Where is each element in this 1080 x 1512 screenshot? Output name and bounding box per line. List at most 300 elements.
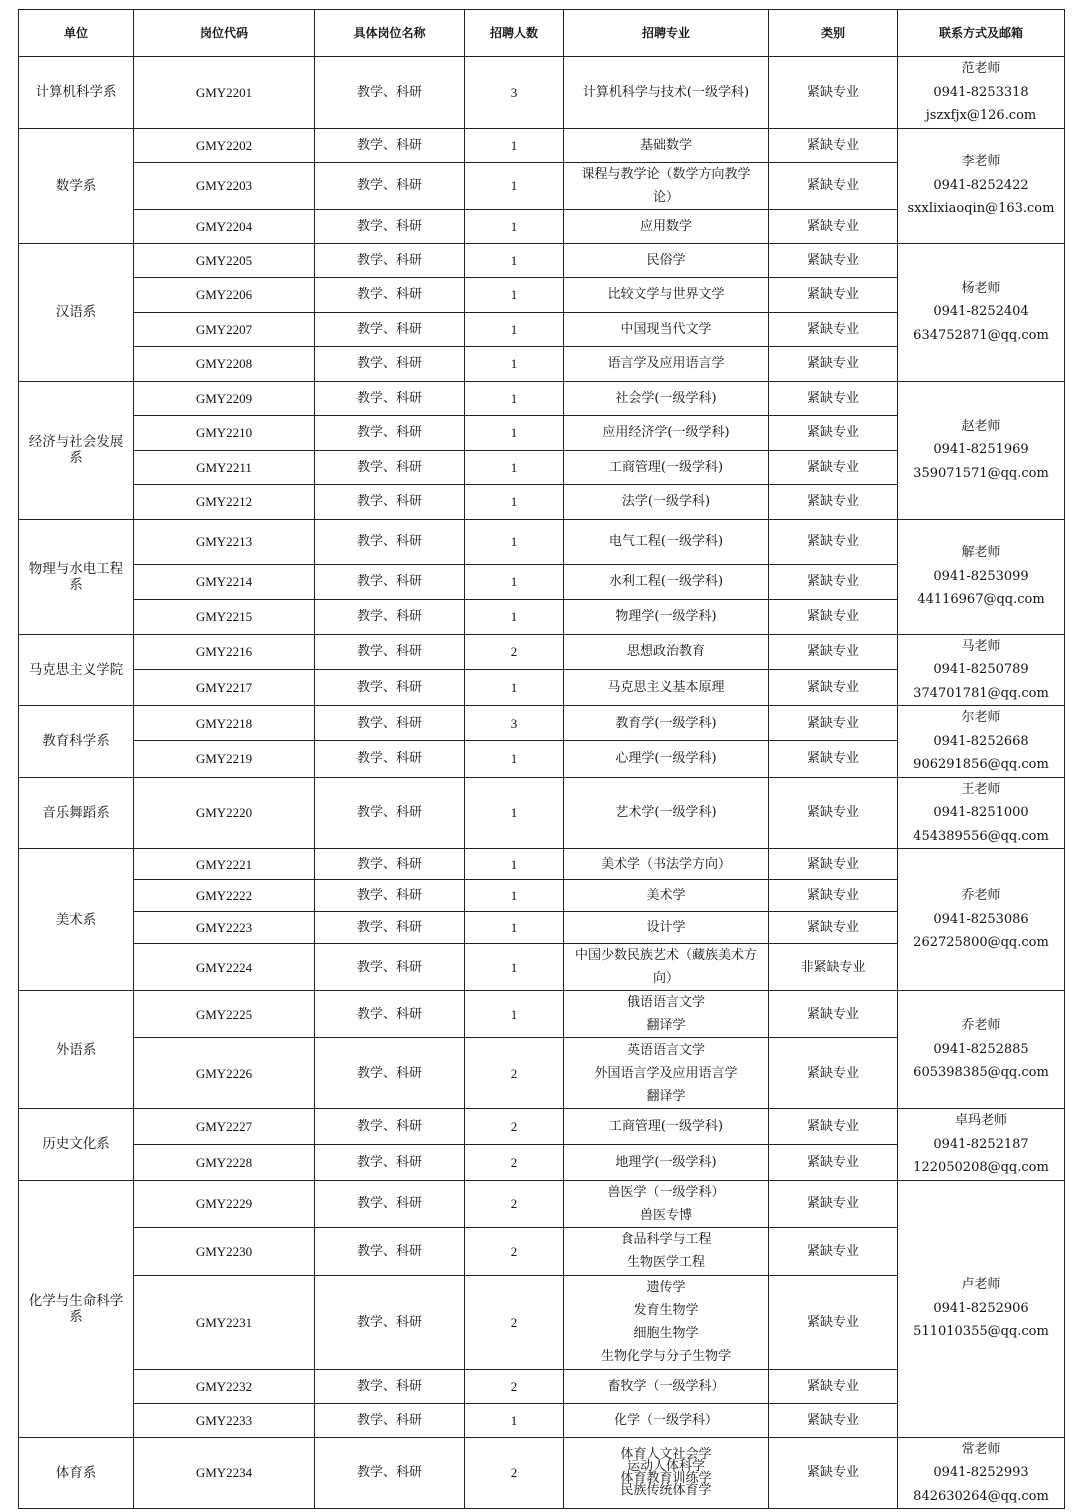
major-name: 中国现当代文学 — [620, 321, 712, 337]
post-cell: 教学、科研 — [315, 450, 465, 484]
major-cell — [564, 944, 769, 991]
count-cell: 1 — [465, 777, 564, 849]
type-cell: 紧缺专业 — [769, 1437, 898, 1509]
unit-name: 音乐舞蹈系 — [42, 804, 110, 821]
type-cell: 紧缺专业 — [769, 484, 898, 519]
unit-cell — [19, 777, 134, 849]
code-cell: GMY2226 — [134, 1038, 315, 1109]
contact-line: 0941-8252668 — [933, 733, 1029, 749]
type-cell: 紧缺专业 — [769, 277, 898, 312]
major-name: 生物化学与分子生物学 — [600, 1349, 731, 1364]
unit-name: 系 — [69, 576, 83, 593]
unit-name: 美术系 — [55, 911, 97, 928]
type-cell: 紧缺专业 — [769, 634, 898, 669]
contact-line: 906291856@qq.com — [913, 757, 1049, 772]
major-name: 设计学 — [646, 920, 686, 935]
unit-name: 经济与社会发展 — [28, 434, 124, 450]
type-cell: 紧缺专业 — [769, 1180, 898, 1227]
table-row — [19, 381, 1065, 415]
major-cell — [564, 1180, 769, 1227]
contact-cell — [898, 777, 1065, 849]
contact-cell — [898, 1180, 1065, 1437]
major-cell — [564, 1144, 769, 1180]
post-cell: 教学、科研 — [315, 57, 465, 129]
recruitment-table-container — [18, 9, 1064, 1509]
post-cell: 教学、科研 — [315, 209, 465, 243]
table-row — [19, 849, 1065, 880]
header-code: 岗位代码 — [134, 10, 315, 57]
count-cell: 1 — [465, 880, 564, 912]
count-cell: 3 — [465, 706, 564, 741]
post-cell: 教学、科研 — [315, 669, 465, 705]
contact-line: 0941-8252187 — [933, 1136, 1029, 1152]
major-cell — [564, 1109, 769, 1145]
code-cell: GMY2206 — [134, 277, 315, 312]
contact-line: 0941-8253099 — [933, 568, 1029, 584]
contact-cell — [898, 849, 1065, 991]
major-name: 民族传统体育学 — [620, 1482, 712, 1498]
count-cell: 1 — [465, 415, 564, 450]
contact-line: 李老师 — [961, 154, 1001, 170]
table-row — [19, 991, 1065, 1038]
type-cell: 紧缺专业 — [769, 209, 898, 243]
code-cell: GMY2232 — [134, 1369, 315, 1403]
major-cell — [564, 741, 769, 777]
major-name: 工商管理(一级学科) — [608, 1118, 724, 1134]
code-cell: GMY2213 — [134, 519, 315, 564]
post-cell: 教学、科研 — [315, 1275, 465, 1369]
major-name: 民俗学 — [646, 252, 686, 268]
major-cell — [564, 564, 769, 599]
recruitment-table — [18, 9, 1065, 1509]
contact-line: 374701781@qq.com — [913, 685, 1049, 701]
code-cell: GMY2202 — [134, 128, 315, 162]
count-cell: 1 — [465, 346, 564, 381]
type-cell: 非紧缺专业 — [769, 944, 898, 991]
contact-line: 634752871@qq.com — [913, 327, 1049, 343]
major-name: 化学（一级学科） — [613, 1412, 718, 1428]
post-cell: 教学、科研 — [315, 519, 465, 564]
header-row — [19, 10, 1065, 57]
major-name: 遗传学 — [646, 1280, 686, 1295]
post-cell: 教学、科研 — [315, 741, 465, 777]
table-row — [19, 1437, 1065, 1509]
unit-cell — [19, 128, 134, 243]
unit-cell — [19, 849, 134, 991]
major-cell — [564, 1403, 769, 1437]
major-name: 社会学(一级学科) — [615, 390, 717, 406]
post-cell: 教学、科研 — [315, 415, 465, 450]
code-cell: GMY2204 — [134, 209, 315, 243]
unit-name: 化学与生命科学 — [28, 1292, 124, 1309]
unit-name: 外语系 — [55, 1041, 97, 1058]
contact-line: 卓玛老师 — [954, 1113, 1007, 1128]
type-cell: 紧缺专业 — [769, 381, 898, 415]
major-name: 电气工程(一级学科) — [608, 534, 724, 549]
code-cell: GMY2208 — [134, 346, 315, 381]
table-row — [19, 57, 1065, 129]
type-cell: 紧缺专业 — [769, 519, 898, 564]
code-cell: GMY2223 — [134, 912, 315, 944]
type-cell: 紧缺专业 — [769, 312, 898, 346]
major-cell — [564, 450, 769, 484]
contact-cell — [898, 706, 1065, 778]
major-cell — [564, 209, 769, 243]
count-cell: 2 — [465, 1109, 564, 1145]
type-cell: 紧缺专业 — [769, 880, 898, 912]
contact-line: 常老师 — [961, 1441, 1001, 1457]
contact-cell — [898, 634, 1065, 706]
major-name: 艺术学(一级学科) — [615, 805, 717, 821]
type-cell: 紧缺专业 — [769, 128, 898, 162]
post-cell: 教学、科研 — [315, 277, 465, 312]
count-cell: 1 — [465, 381, 564, 415]
major-name: 美术学（书法学方向） — [600, 856, 731, 872]
code-cell: GMY2210 — [134, 415, 315, 450]
major-name: 外国语言学及应用语言学 — [594, 1065, 738, 1081]
post-cell: 教学、科研 — [315, 991, 465, 1038]
code-cell: GMY2220 — [134, 777, 315, 849]
unit-cell — [19, 1437, 134, 1509]
type-cell: 紧缺专业 — [769, 849, 898, 880]
count-cell: 1 — [465, 128, 564, 162]
code-cell: GMY2209 — [134, 381, 315, 415]
table-row — [19, 1180, 1065, 1227]
contact-line: 王老师 — [961, 781, 1001, 797]
major-cell — [564, 991, 769, 1038]
contact-line: 122050208@qq.com — [913, 1160, 1049, 1175]
code-cell: GMY2201 — [134, 57, 315, 129]
unit-name: 汉语系 — [55, 304, 97, 320]
type-cell: 紧缺专业 — [769, 346, 898, 381]
code-cell: GMY2233 — [134, 1403, 315, 1437]
unit-name: 系 — [69, 450, 83, 466]
table-row — [19, 519, 1065, 564]
table-row — [19, 706, 1065, 741]
table-row — [19, 243, 1065, 277]
code-cell: GMY2228 — [134, 1144, 315, 1180]
major-name: 课程与教学论（数学方向教学 — [581, 166, 751, 182]
major-name: 语言学及应用语言学 — [607, 356, 725, 371]
count-cell: 2 — [465, 1275, 564, 1369]
contact-line: 尔老师 — [961, 710, 1001, 725]
contact-line: 0941-8252993 — [933, 1465, 1029, 1480]
major-name: 体育人文社会学 — [620, 1446, 712, 1462]
major-cell — [564, 381, 769, 415]
contact-line: 0941-8252906 — [933, 1300, 1029, 1316]
count-cell: 1 — [465, 991, 564, 1038]
post-cell: 教学、科研 — [315, 162, 465, 209]
type-cell: 紧缺专业 — [769, 1275, 898, 1369]
code-cell: GMY2227 — [134, 1109, 315, 1145]
major-name: 畜牧学（一级学科） — [607, 1378, 725, 1394]
contact-line: 0941-8253086 — [933, 911, 1029, 927]
major-cell — [564, 484, 769, 519]
code-cell: GMY2214 — [134, 564, 315, 599]
post-cell: 教学、科研 — [315, 1180, 465, 1227]
major-name: 生物医学工程 — [626, 1255, 705, 1270]
unit-cell — [19, 706, 134, 778]
major-name: 兽医学（一级学科） — [607, 1184, 725, 1200]
post-cell: 教学、科研 — [315, 849, 465, 880]
unit-cell — [19, 991, 134, 1109]
major-name: 发育生物学 — [633, 1303, 699, 1318]
contact-cell — [898, 128, 1065, 243]
table-row — [19, 128, 1065, 162]
major-cell — [564, 1437, 769, 1509]
contact-cell — [898, 991, 1065, 1109]
major-name: 地理学(一级学科) — [615, 1154, 717, 1170]
major-name: 心理学(一级学科) — [615, 751, 717, 767]
post-cell: 教学、科研 — [315, 880, 465, 912]
contact-cell — [898, 519, 1065, 634]
type-cell: 紧缺专业 — [769, 1144, 898, 1180]
code-cell: GMY2217 — [134, 669, 315, 705]
major-name: 基础数学 — [639, 137, 692, 153]
major-cell — [564, 669, 769, 705]
type-cell: 紧缺专业 — [769, 564, 898, 599]
major-cell — [564, 312, 769, 346]
contact-line: 0941-8253318 — [933, 84, 1029, 100]
unit-name: 教育科学系 — [42, 733, 110, 750]
contact-cell — [898, 1109, 1065, 1181]
contact-line: 511010355@qq.com — [913, 1324, 1049, 1340]
count-cell: 1 — [465, 849, 564, 880]
count-cell: 1 — [465, 599, 564, 634]
major-cell — [564, 519, 769, 564]
major-cell — [564, 1227, 769, 1275]
major-name: 向） — [652, 971, 679, 986]
code-cell: GMY2207 — [134, 312, 315, 346]
major-cell — [564, 1038, 769, 1109]
count-cell: 1 — [465, 669, 564, 705]
count-cell: 2 — [465, 1144, 564, 1180]
code-cell: GMY2211 — [134, 450, 315, 484]
major-name: 马克思主义基本原理 — [607, 679, 725, 695]
unit-name: 系 — [69, 1308, 83, 1325]
contact-line: 赵老师 — [961, 418, 1001, 434]
contact-line: 0941-8252422 — [933, 177, 1029, 193]
major-cell — [564, 912, 769, 944]
table-body — [19, 57, 1065, 1509]
post-cell: 教学、科研 — [315, 634, 465, 669]
major-cell — [564, 1275, 769, 1369]
count-cell: 1 — [465, 1403, 564, 1437]
contact-line: 0941-8252404 — [933, 304, 1029, 320]
header-count: 招聘人数 — [465, 10, 564, 57]
major-name: 运动人体科学 — [626, 1458, 705, 1474]
contact-line: 0941-8250789 — [933, 662, 1029, 677]
unit-cell — [19, 381, 134, 519]
unit-name: 数学系 — [55, 177, 97, 194]
major-cell — [564, 128, 769, 162]
major-name: 工商管理(一级学科) — [608, 459, 724, 475]
major-name: 兽医专博 — [639, 1207, 692, 1223]
count-cell: 2 — [465, 1180, 564, 1227]
type-cell: 紧缺专业 — [769, 243, 898, 277]
code-cell: GMY2224 — [134, 944, 315, 991]
major-cell — [564, 415, 769, 450]
type-cell: 紧缺专业 — [769, 741, 898, 777]
count-cell: 1 — [465, 209, 564, 243]
unit-cell — [19, 1180, 134, 1437]
major-cell — [564, 599, 769, 634]
table-row — [19, 634, 1065, 669]
contact-line: 马老师 — [961, 638, 1001, 654]
major-name: 中国少数民族艺术（藏族美术方 — [574, 948, 757, 963]
major-cell — [564, 634, 769, 669]
header-unit: 单位 — [19, 10, 134, 57]
count-cell: 1 — [465, 450, 564, 484]
post-cell: 教学、科研 — [315, 346, 465, 381]
count-cell: 1 — [465, 519, 564, 564]
contact-line: 605398385@qq.com — [913, 1065, 1049, 1081]
unit-cell — [19, 519, 134, 634]
count-cell: 2 — [465, 1227, 564, 1275]
type-cell: 紧缺专业 — [769, 1109, 898, 1145]
type-cell: 紧缺专业 — [769, 912, 898, 944]
contact-line: sxxlixiaoqin@163.com — [907, 201, 1055, 217]
contact-cell — [898, 381, 1065, 519]
major-cell — [564, 243, 769, 277]
post-cell: 教学、科研 — [315, 128, 465, 162]
code-cell: GMY2203 — [134, 162, 315, 209]
unit-cell — [19, 57, 134, 129]
major-cell — [564, 706, 769, 741]
contact-line: 0941-8252885 — [933, 1041, 1029, 1057]
contact-line: jszxfjx@126.com — [925, 108, 1037, 123]
count-cell: 1 — [465, 277, 564, 312]
type-cell: 紧缺专业 — [769, 1227, 898, 1275]
type-cell: 紧缺专业 — [769, 706, 898, 741]
count-cell: 1 — [465, 243, 564, 277]
major-name: 体育教育训练学 — [620, 1470, 712, 1486]
major-name: 计算机科学与技术(一级学科) — [582, 84, 750, 100]
type-cell: 紧缺专业 — [769, 415, 898, 450]
post-cell: 教学、科研 — [315, 1227, 465, 1275]
major-cell — [564, 777, 769, 849]
type-cell: 紧缺专业 — [769, 57, 898, 129]
count-cell: 1 — [465, 564, 564, 599]
major-cell — [564, 346, 769, 381]
unit-name: 马克思主义学院 — [28, 661, 124, 678]
major-name: 物理学(一级学科) — [615, 609, 717, 624]
type-cell: 紧缺专业 — [769, 777, 898, 849]
type-cell: 紧缺专业 — [769, 1369, 898, 1403]
major-name: 应用数学 — [639, 218, 692, 234]
major-cell — [564, 849, 769, 880]
post-cell: 教学、科研 — [315, 1144, 465, 1180]
major-name: 美术学 — [646, 888, 686, 903]
type-cell: 紧缺专业 — [769, 599, 898, 634]
post-cell: 教学、科研 — [315, 777, 465, 849]
major-name: 翻译学 — [646, 1088, 686, 1104]
code-cell: GMY2216 — [134, 634, 315, 669]
post-cell: 教学、科研 — [315, 1403, 465, 1437]
contact-line: 454389556@qq.com — [913, 828, 1049, 844]
type-cell: 紧缺专业 — [769, 450, 898, 484]
header-contact: 联系方式及邮箱 — [898, 10, 1065, 57]
post-cell: 教学、科研 — [315, 484, 465, 519]
major-cell — [564, 880, 769, 912]
unit-name: 体育系 — [55, 1464, 97, 1481]
code-cell: GMY2225 — [134, 991, 315, 1038]
post-cell: 教学、科研 — [315, 1038, 465, 1109]
major-name: 食品科学与工程 — [620, 1232, 712, 1247]
count-cell: 1 — [465, 312, 564, 346]
post-cell: 教学、科研 — [315, 564, 465, 599]
contact-line: 范老师 — [961, 61, 1001, 76]
post-cell: 教学、科研 — [315, 1369, 465, 1403]
contact-line: 乔老师 — [961, 888, 1001, 904]
post-cell: 教学、科研 — [315, 1437, 465, 1509]
count-cell: 3 — [465, 57, 564, 129]
code-cell: GMY2218 — [134, 706, 315, 741]
major-cell — [564, 277, 769, 312]
major-cell — [564, 162, 769, 209]
code-cell: GMY2221 — [134, 849, 315, 880]
post-cell: 教学、科研 — [315, 599, 465, 634]
header-major: 招聘专业 — [564, 10, 769, 57]
major-name: 思想政治教育 — [626, 644, 705, 660]
count-cell: 2 — [465, 1437, 564, 1509]
type-cell: 紧缺专业 — [769, 162, 898, 209]
post-cell: 教学、科研 — [315, 312, 465, 346]
header-post: 具体岗位名称 — [315, 10, 465, 57]
post-cell: 教学、科研 — [315, 243, 465, 277]
count-cell: 2 — [465, 1369, 564, 1403]
major-name: 翻译学 — [646, 1018, 686, 1033]
code-cell: GMY2215 — [134, 599, 315, 634]
count-cell: 2 — [465, 634, 564, 669]
count-cell: 1 — [465, 912, 564, 944]
major-name: 俄语语言文学 — [626, 995, 705, 1010]
major-cell — [564, 57, 769, 129]
major-name: 水利工程(一级学科) — [608, 574, 724, 589]
count-cell: 1 — [465, 162, 564, 209]
post-cell: 教学、科研 — [315, 944, 465, 991]
table-row — [19, 777, 1065, 849]
contact-line: 0941-8251969 — [933, 442, 1029, 458]
unit-cell — [19, 243, 134, 381]
major-name: 应用经济学(一级学科) — [602, 425, 730, 440]
table-row — [19, 1109, 1065, 1145]
type-cell: 紧缺专业 — [769, 991, 898, 1038]
count-cell: 1 — [465, 944, 564, 991]
contact-line: 解老师 — [961, 545, 1001, 561]
count-cell: 1 — [465, 741, 564, 777]
unit-name: 历史文化系 — [42, 1136, 110, 1153]
contact-cell — [898, 243, 1065, 381]
unit-cell — [19, 1109, 134, 1181]
major-name: 比较文学与世界文学 — [607, 287, 725, 302]
contact-line: 44116967@qq.com — [917, 592, 1045, 608]
major-name: 论） — [652, 189, 679, 205]
code-cell: GMY2231 — [134, 1275, 315, 1369]
contact-line: 359071571@qq.com — [913, 465, 1049, 481]
code-cell: GMY2219 — [134, 741, 315, 777]
type-cell: 紧缺专业 — [769, 669, 898, 705]
contact-cell — [898, 1437, 1065, 1509]
code-cell: GMY2229 — [134, 1180, 315, 1227]
major-name: 教育学(一级学科) — [615, 715, 717, 731]
contact-line: 杨老师 — [961, 280, 1001, 296]
post-cell: 教学、科研 — [315, 706, 465, 741]
major-name: 英语语言文学 — [626, 1042, 705, 1058]
code-cell: GMY2205 — [134, 243, 315, 277]
post-cell: 教学、科研 — [315, 381, 465, 415]
header-type: 类别 — [769, 10, 898, 57]
